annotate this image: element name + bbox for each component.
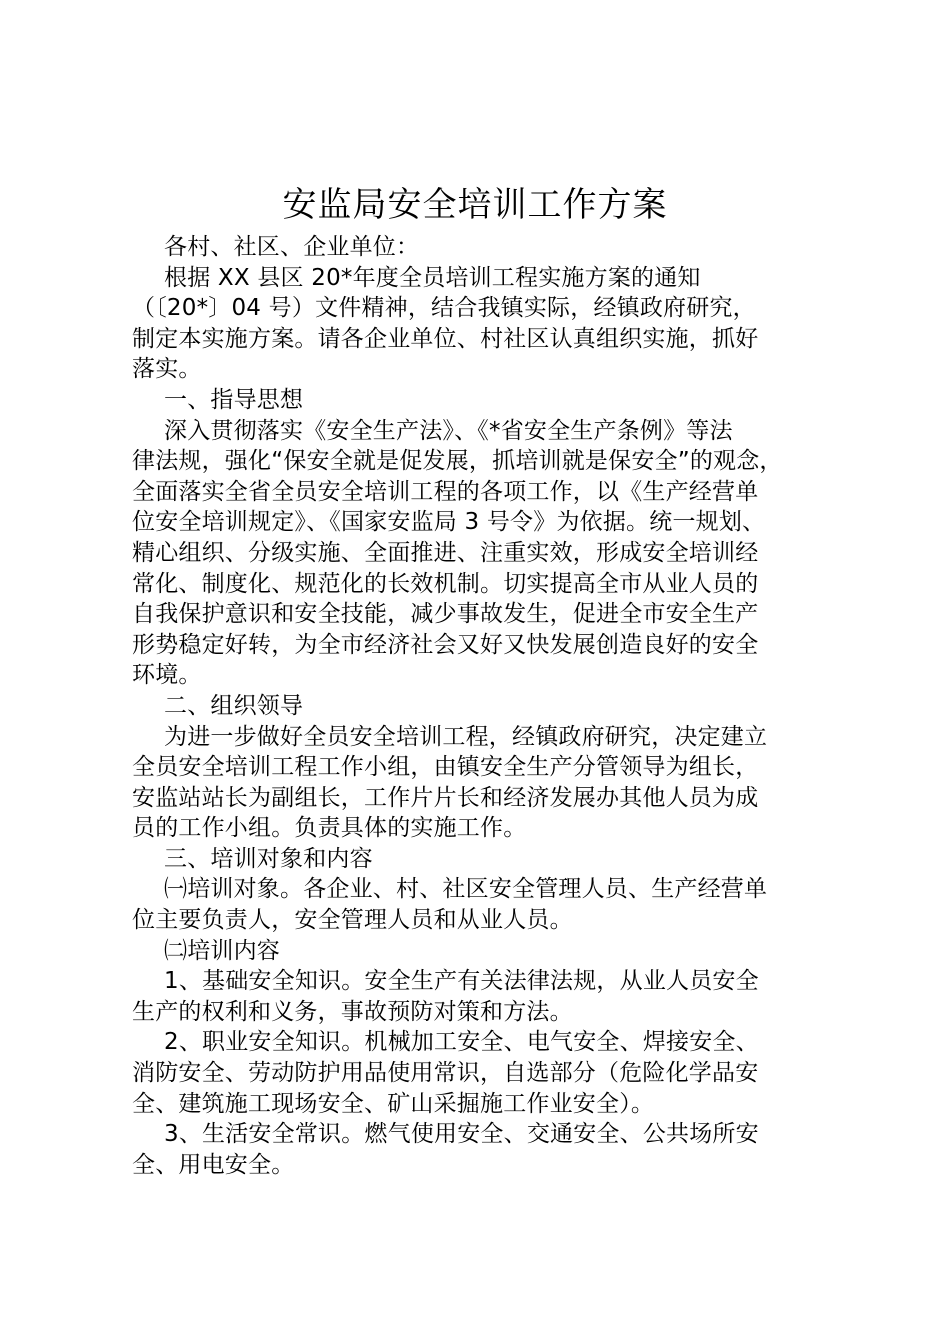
text-line: 自我保护意识和安全技能，减少事故发生，促进全市安全生产 <box>132 601 759 628</box>
text-line: 位安全培训规定》、《国家安监局 3 号令》为依据。统一规划、 <box>132 509 766 536</box>
text-line: 全面落实全省全员安全培训工程的各项工作，以《生产经营单 <box>132 478 759 505</box>
text-line: 精心组织、分级实施、全面推进、注重实效，形成安全培训经 <box>132 539 759 566</box>
text-line: 三、培训对象和内容 <box>164 845 373 872</box>
text-line: （〔20*〕04 号）文件精神，结合我镇实际，经镇政府研究， <box>132 295 756 322</box>
text-line: 全、建筑施工现场安全、矿山采掘施工作业安全）。 <box>132 1090 655 1117</box>
text-line: 全员安全培训工程工作小组，由镇安全生产分管领导为组长， <box>132 754 759 781</box>
document-title: 安监局安全培训工作方案 <box>282 185 668 225</box>
text-line: 深入贯彻落实《安全生产法》、《*省安全生产条例》等法 <box>164 417 733 444</box>
text-line: 全、用电安全。 <box>132 1151 295 1178</box>
text-line: 常化、制度化、规范化的长效机制。切实提高全市从业人员的 <box>132 570 759 597</box>
text-line: 二、组织领导 <box>164 692 304 719</box>
text-line: 律法规，强化“保安全就是促发展，抓培训就是保安全”的观念， <box>132 448 783 475</box>
text-line: 落实。 <box>132 356 202 383</box>
text-line: 员的工作小组。负责具体的实施工作。 <box>132 815 527 842</box>
text-line: 生产的权利和义务，事故预防对策和方法。 <box>132 998 573 1025</box>
text-line: 1、基础安全知识。安全生产有关法律法规，从业人员安全 <box>164 968 759 995</box>
text-line: 消防安全、劳动防护用品使用常识，自选部分（危险化学品安 <box>132 1060 759 1087</box>
text-line: 形势稳定好转，为全市经济社会又好又快发展创造良好的安全 <box>132 631 759 658</box>
text-line: 一、指导思想 <box>164 386 304 413</box>
text-line: 为进一步做好全员安全培训工程，经镇政府研究，决定建立 <box>164 723 768 750</box>
text-line: 环境。 <box>132 662 202 689</box>
text-line: 安监站站长为副组长，工作片片长和经济发展办其他人员为成 <box>132 784 759 811</box>
text-line: 制定本实施方案。请各企业单位、村社区认真组织实施，抓好 <box>132 325 759 352</box>
text-line: 3、生活安全常识。燃气使用安全、交通安全、公共场所安 <box>164 1121 759 1148</box>
text-line: 根据 XX 县区 20*年度全员培训工程实施方案的通知 <box>164 264 701 291</box>
text-line: 2、职业安全知识。机械加工安全、电气安全、焊接安全、 <box>164 1029 759 1056</box>
text-line: 位主要负责人，安全管理人员和从业人员。 <box>132 907 573 934</box>
document-body <box>132 232 832 1180</box>
text-line: 各村、社区、企业单位： <box>164 234 420 260</box>
text-line: ㈠培训对象。各企业、村、社区安全管理人员、生产经营单 <box>164 876 768 903</box>
text-line: ㈡培训内容 <box>164 937 280 964</box>
